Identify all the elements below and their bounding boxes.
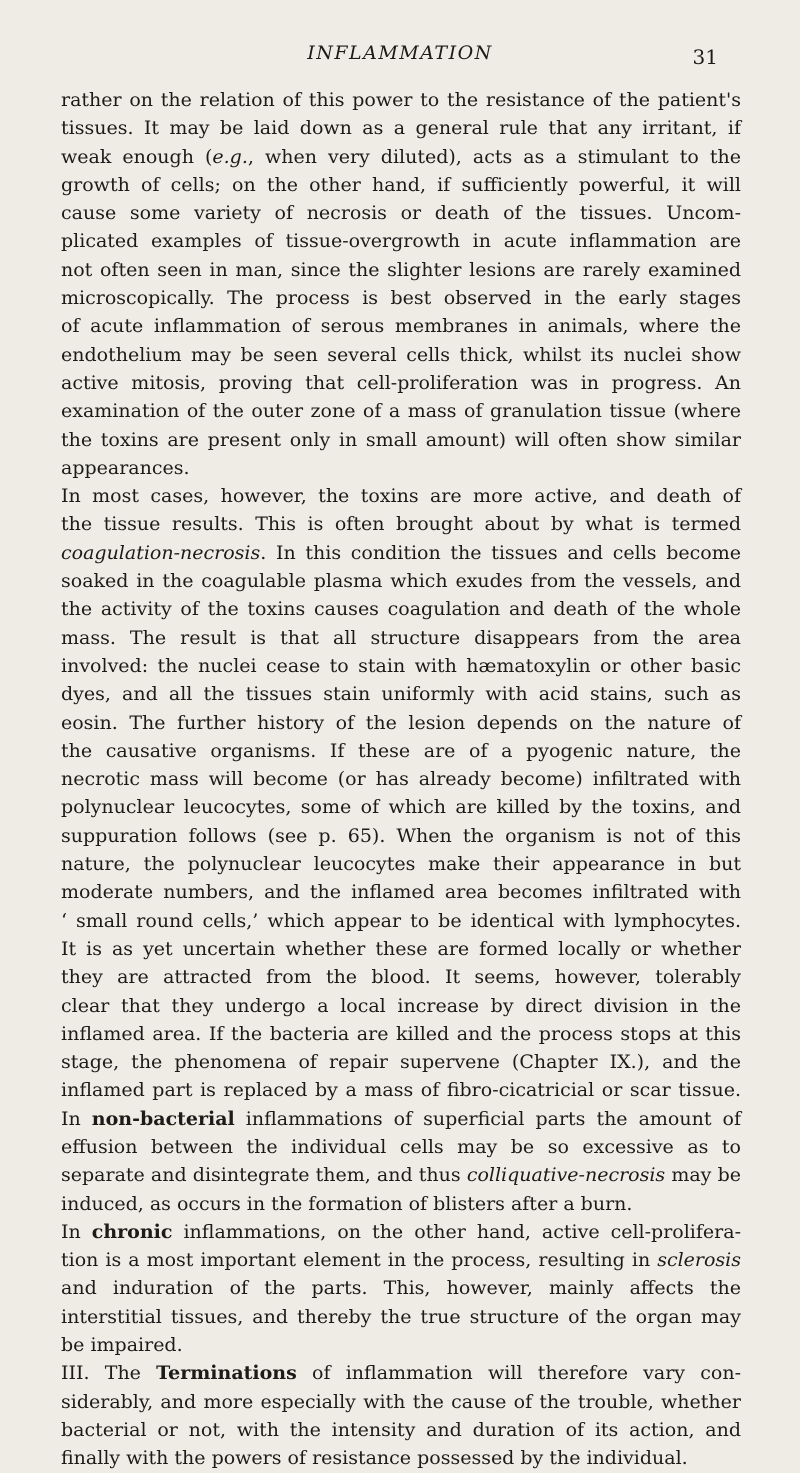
text-line (61, 482, 741, 510)
text-line (61, 256, 741, 284)
text-line (61, 992, 741, 1020)
text-line (61, 510, 741, 538)
text-line (61, 1388, 741, 1416)
text-run: not often seen in man, since the slighter lesions are rarely examined (61, 258, 741, 281)
bold-text: Terminations (156, 1362, 297, 1385)
text-run: the toxins are present only in small amount) will often show similar (61, 428, 741, 451)
text-run: moderate numbers, and the inflamed area becomes infiltrated with (61, 881, 741, 904)
text-run: effusion between the individual cells may be so excessive as to (61, 1135, 741, 1158)
text-run: the activity of the toxins causes coagulation and death of the whole (61, 598, 741, 621)
text-line (61, 793, 741, 821)
text-run: rather on the relation of this power to the resistance of the patient's (61, 89, 741, 111)
text-run: growth of cells; on the other hand, if sufficiently powerful, it will (61, 173, 741, 196)
text-line (61, 822, 741, 850)
text-run: interstitial tissues, and thereby the true structure of the organ may (61, 1305, 741, 1328)
text-line (61, 1359, 741, 1387)
text-run: In (61, 1107, 92, 1130)
text-run: In (61, 1220, 92, 1243)
text-line (61, 1020, 741, 1048)
text-line (61, 426, 741, 454)
text-run: tissues. It may be laid down as a general rule that any irritant, if (61, 117, 741, 140)
text-run: suppuration follows (see p. 65). When the organism is not of this (61, 824, 741, 847)
page-number: 31 (692, 45, 718, 69)
text-run: , when very diluted), acts as a stimulant to the (247, 145, 741, 168)
text-line (61, 765, 741, 793)
text-line (61, 624, 741, 652)
text-run: It is as yet uncertain whether these are formed locally or whether (61, 937, 741, 960)
text-line (61, 171, 741, 199)
text-run: stage, the phenomena of repair supervene (Chapter IX.), and the (61, 1051, 741, 1074)
text-run: siderably, and more especially with the cause of the trouble, whether (61, 1390, 741, 1413)
text-run: involved: the nuclei cease to stain with hæmatoxylin or other basic (61, 654, 741, 677)
text-run: ‘ small round cells,’ which appear to be identical with lymphocytes. (61, 909, 741, 932)
text-line (61, 1218, 741, 1246)
bold-text: non-bacterial (91, 1107, 235, 1130)
text-line (61, 1416, 741, 1444)
text-run: necrotic mass will become (or has already become) infiltrated with (61, 768, 741, 791)
text-run: inflamed area. If the bacteria are killed and the process stops at this (61, 1022, 741, 1045)
text-line (61, 850, 741, 878)
text-line (61, 567, 741, 595)
text-line (61, 199, 741, 227)
text-line (61, 963, 741, 991)
text-run: and induration of the parts. This, however, mainly affects the (61, 1277, 741, 1300)
body-text (61, 86, 741, 1473)
italic-text: sclerosis (657, 1249, 741, 1272)
text-run: III. The (61, 1362, 157, 1385)
text-run: the causative organisms. If these are of a pyogenic nature, the (61, 739, 741, 762)
italic-text: e.g. (212, 145, 248, 168)
text-line (61, 397, 741, 425)
text-run: may be (665, 1164, 741, 1187)
text-line (61, 1190, 741, 1218)
text-run: of inflammation will therefore vary con- (296, 1362, 741, 1385)
text-line (61, 312, 741, 340)
text-line (61, 737, 741, 765)
text-line (61, 680, 741, 708)
text-line (61, 935, 741, 963)
text-line (61, 1105, 741, 1133)
text-line (61, 1161, 741, 1189)
text-run: . In this condition the tissues and cells become (260, 541, 741, 564)
text-run: be impaired. (61, 1334, 183, 1357)
text-line (61, 1246, 741, 1274)
text-run: active mitosis, proving that cell-proliferation was in progress. An (61, 371, 741, 394)
text-line (61, 114, 741, 142)
text-line (61, 1331, 741, 1359)
text-line (61, 284, 741, 312)
text-run: mass. The result is that all structure disappears from the area (61, 626, 741, 649)
text-run: polynuclear leucocytes, some of which are killed by the toxins, and (61, 796, 741, 819)
text-run: induced, as occurs in the formation of blisters after a burn. (61, 1192, 633, 1215)
text-line (61, 227, 741, 255)
text-run: finally with the powers of resistance possessed by the individual. (61, 1447, 688, 1470)
text-run: separate and disintegrate them, and thus (61, 1164, 467, 1187)
italic-text: coagulation-necrosis (61, 541, 261, 564)
text-line (61, 709, 741, 737)
text-line (61, 341, 741, 369)
text-run: nature, the polynuclear leucocytes make their appearance in but (61, 853, 741, 876)
text-run: bacterial or not, with the intensity and duration of its action, and (61, 1418, 741, 1441)
text-run: microscopically. The process is best observed in the early stages (61, 287, 741, 310)
text-line (61, 1303, 741, 1331)
text-run: examination of the outer zone of a mass of granulation tissue (where (61, 400, 741, 423)
text-line (61, 143, 741, 171)
text-run: they are attracted from the blood. It seems, however, tolerably (61, 966, 741, 989)
text-line (61, 1076, 741, 1104)
text-line (61, 86, 741, 114)
text-run: cause some variety of necrosis or death of the tissues. Uncom- (61, 202, 741, 225)
text-run: weak enough ( (61, 145, 213, 168)
running-title: INFLAMMATION (307, 42, 493, 64)
text-line (61, 1048, 741, 1076)
text-run: tion is a most important element in the process, resulting in (61, 1249, 658, 1272)
text-line (61, 878, 741, 906)
text-run: inflammations, on the other hand, active cell-prolifera- (172, 1220, 741, 1243)
text-run: plicated examples of tissue-overgrowth in acute inflammation are (61, 230, 741, 253)
text-run: appearances. (61, 456, 190, 479)
text-run: dyes, and all the tissues stain uniformly with acid stains, such as (61, 683, 741, 706)
text-run: In most cases, however, the toxins are more active, and death of (61, 485, 741, 508)
text-line (61, 907, 741, 935)
text-run: inflammations of superficial parts the amount of (234, 1107, 741, 1130)
text-run: eosin. The further history of the lesion depends on the nature of (61, 711, 741, 734)
text-line (61, 454, 741, 482)
page-header (0, 42, 800, 72)
text-run: endothelium may be seen several cells thick, whilst its nuclei show (61, 343, 741, 366)
text-line (61, 652, 741, 680)
text-run: clear that they undergo a local increase by direct division in the (61, 994, 741, 1017)
text-line (61, 1274, 741, 1302)
text-run: the tissue results. This is often brought about by what is termed (61, 513, 741, 536)
text-run: soaked in the coagulable plasma which exudes from the vessels, and (61, 570, 741, 593)
italic-text: colliquative-necrosis (466, 1164, 666, 1187)
text-run: of acute inflammation of serous membranes in animals, where the (61, 315, 741, 338)
text-line (61, 539, 741, 567)
bold-text: chronic (91, 1220, 173, 1243)
text-line (61, 595, 741, 623)
text-line (61, 369, 741, 397)
text-line (61, 1444, 741, 1472)
text-run: inflamed part is replaced by a mass of fibro-cicatricial or scar tissue. (61, 1079, 741, 1102)
text-line (61, 1133, 741, 1161)
